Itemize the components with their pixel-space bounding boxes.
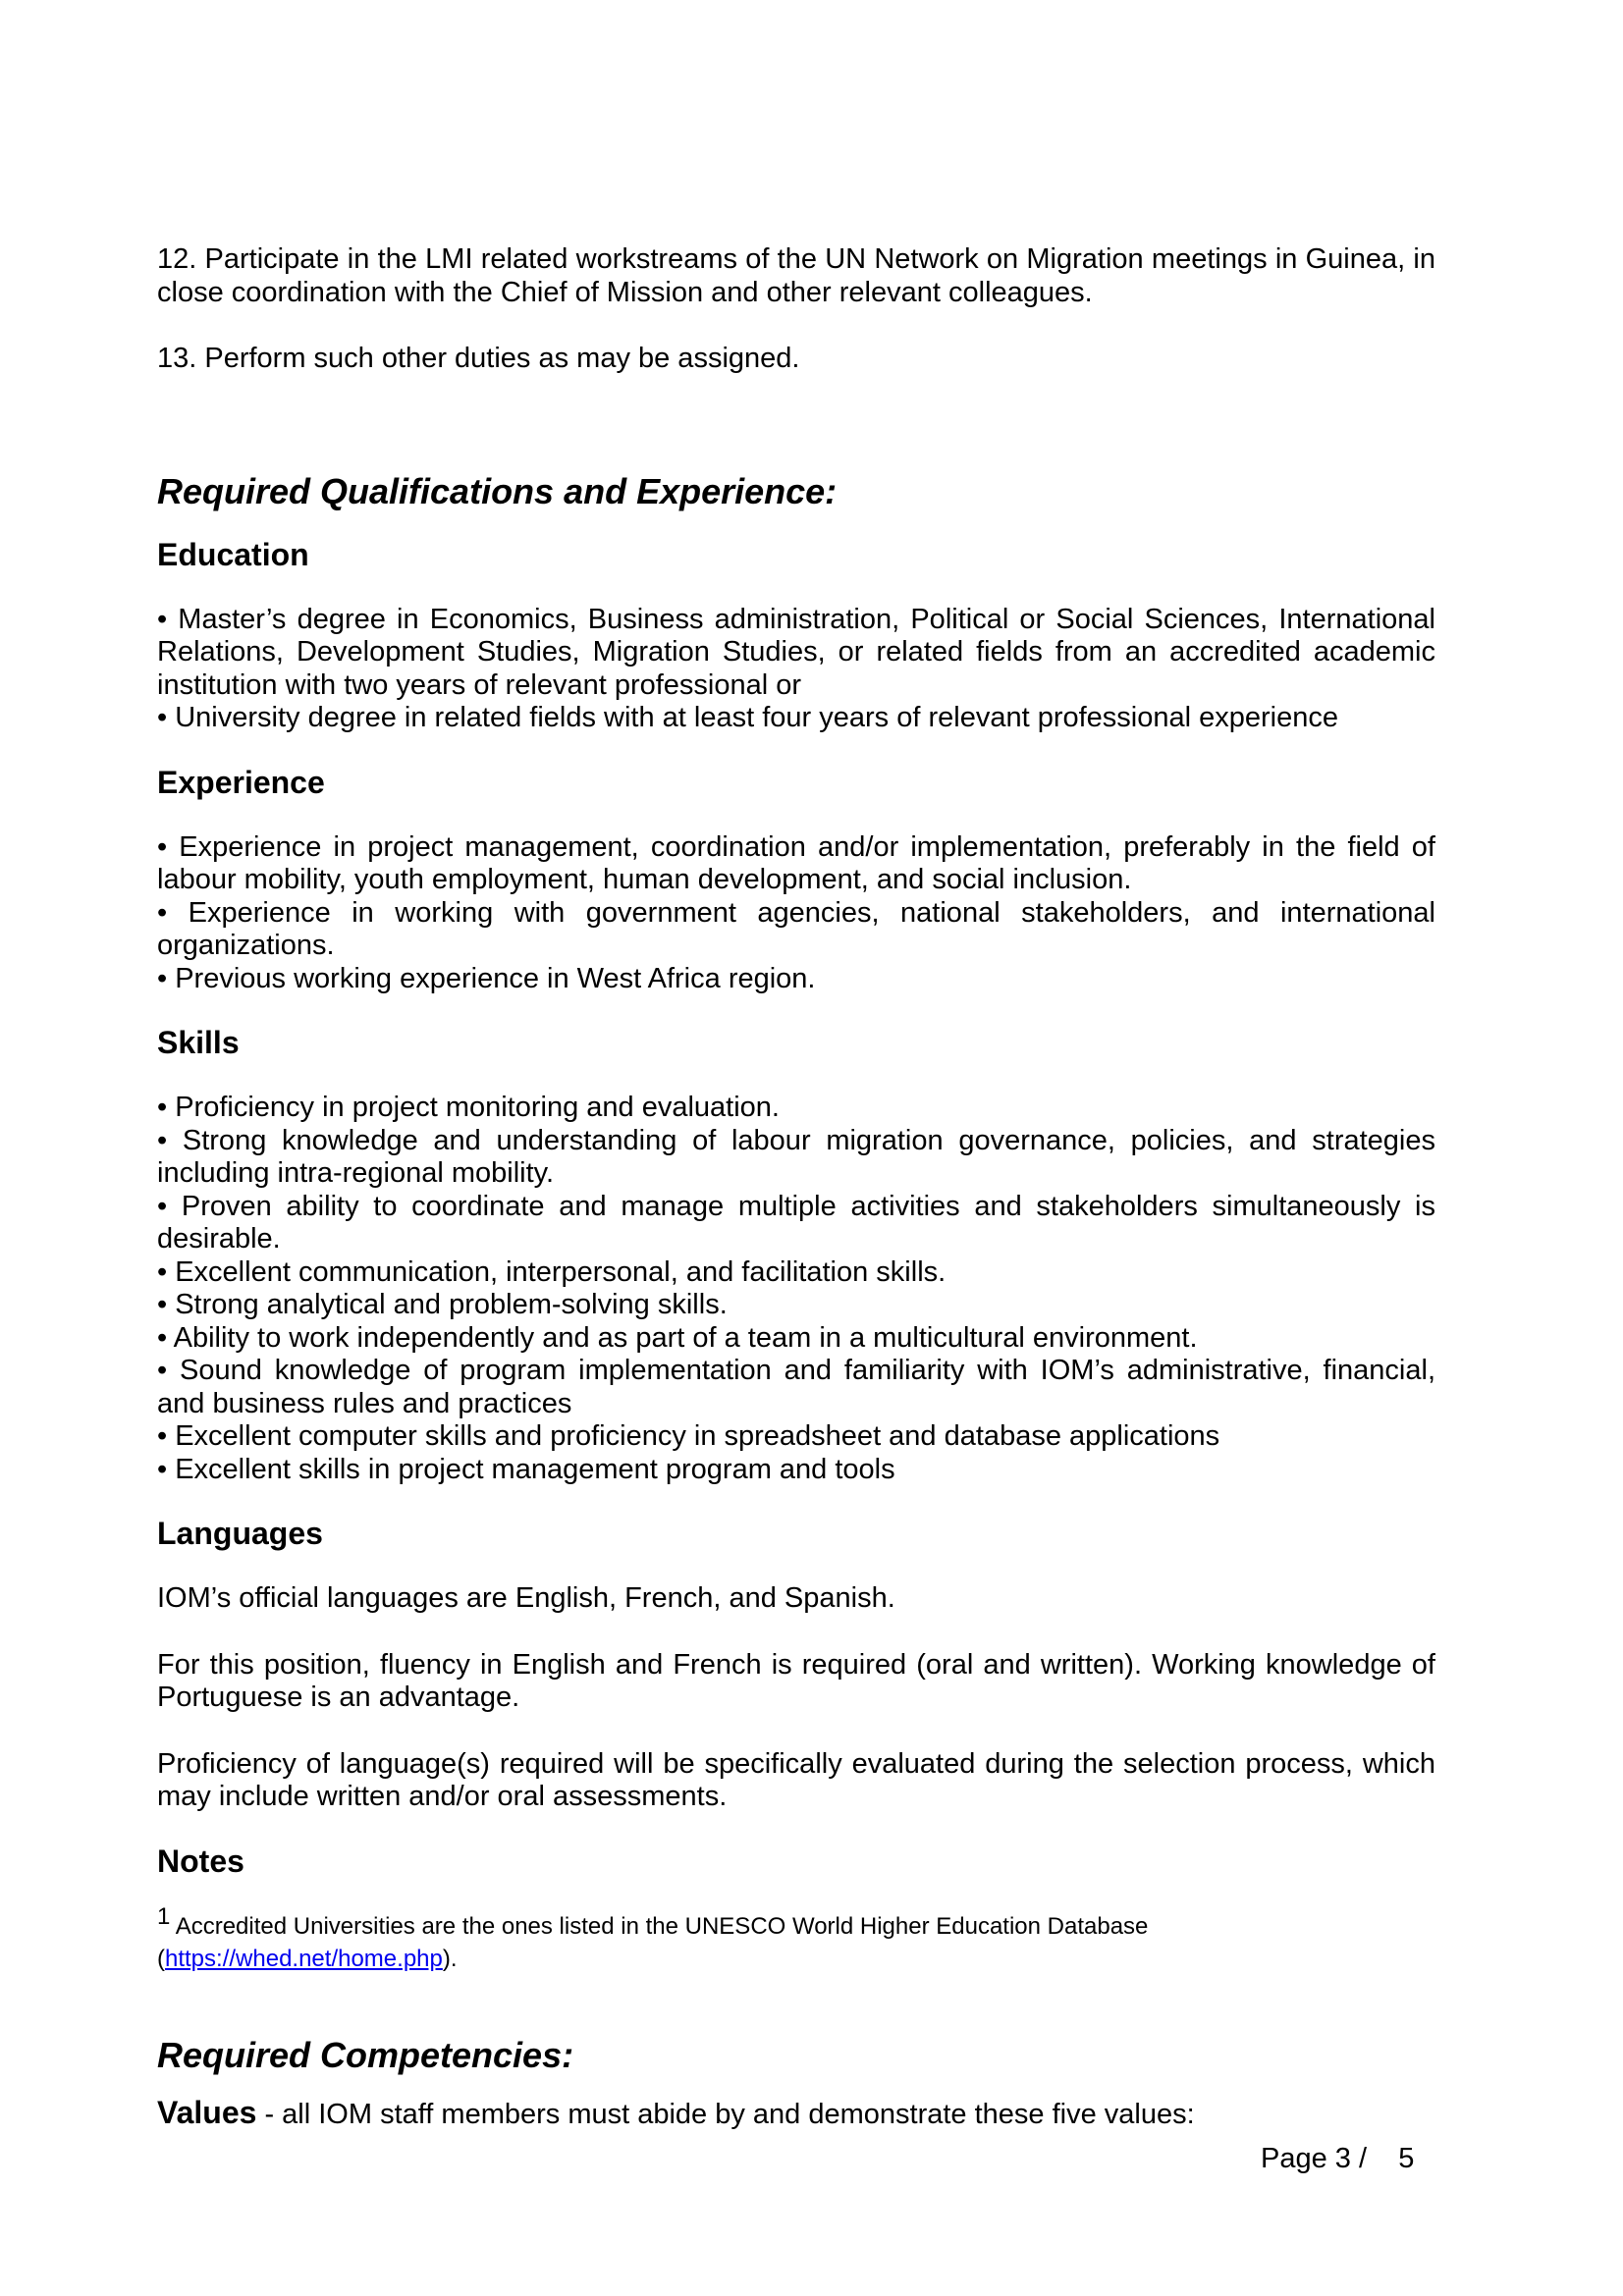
footnote-text: Accredited Universities are the ones listed in the UNESCO World Higher Education Database	[175, 1912, 1149, 1940]
skills-heading: Skills	[157, 1025, 240, 1060]
paren-close: ).	[442, 1945, 458, 1972]
education-list	[157, 604, 1435, 735]
skills-item: • Proven ability to coordinate and manage multiple activities and stakeholders simultaneously is desirable.	[157, 1190, 1435, 1255]
values-lead: Values	[157, 2094, 257, 2130]
languages-paragraph: For this position, fluency in English and French is required (oral and written). Working knowledge of Portuguese is an advantage.	[157, 1648, 1435, 1713]
skills-item: • Sound knowledge of program implementation and familiarity with IOM’s administrative, financial, and business rules and practices	[157, 1355, 1435, 1419]
footnote	[157, 1900, 1435, 1943]
languages-heading: Languages	[157, 1516, 323, 1551]
education-item: • Master’s degree in Economics, Business administration, Political or Social Sciences, International Relations, Development Studies, Migration Studies, or related fields from an accredited academic institution with two years of relevant professional or	[157, 603, 1435, 701]
paren-open: (	[157, 1945, 165, 1972]
duty-item-12: 12. Participate in the LMI related workstreams of the UN Network on Migration meetings in Guinea, in close coordination with the Chief of Mission and other relevant colleagues.	[157, 243, 1435, 308]
education-item: • University degree in related fields with at least four years of relevant professional experience	[157, 702, 1338, 733]
experience-item: • Previous working experience in West Africa region.	[157, 962, 816, 994]
skills-item: • Excellent skills in project management program and tools	[157, 1453, 895, 1485]
duty-item-13: 13. Perform such other duties as may be assigned.	[157, 343, 800, 374]
education-heading: Education	[157, 536, 309, 572]
experience-item: • Experience in project management, coordination and/or implementation, preferably in the field of labour mobility, youth employment, human development, and social inclusion.	[157, 830, 1435, 895]
footnote-mark: 1	[157, 1902, 171, 1930]
skills-list	[157, 1092, 1435, 1486]
notes-heading: Notes	[157, 1842, 244, 1879]
skills-item: • Ability to work independently and as part of a team in a multicultural environment.	[157, 1321, 1198, 1354]
values-text: - all IOM staff members must abide by and demonstrate these five values:	[256, 2098, 1195, 2130]
skills-item: • Proficiency in project monitoring and evaluation.	[157, 1092, 780, 1123]
whed-link[interactable]: https://whed.net/home.php	[165, 1945, 443, 1972]
competencies-heading: Required Competencies:	[157, 2034, 574, 2075]
values-line	[157, 2095, 1435, 2132]
skills-item: • Strong knowledge and understanding of labour migration governance, policies, and strategies including intra-regional mobility.	[157, 1124, 1435, 1189]
skills-item: • Strong analytical and problem-solving skills.	[157, 1289, 728, 1320]
page-number: Page 3 / 5	[1261, 2143, 1415, 2174]
languages-paragraph: Proficiency of language(s) required will be specifically evaluated during the selection process, which may include written and/or oral assessments.	[157, 1747, 1435, 1812]
skills-item: • Excellent communication, interpersonal, and facilitation skills.	[157, 1255, 947, 1288]
document-page	[157, 243, 1435, 2132]
footnote-link-line	[157, 1943, 1435, 1975]
skills-item: • Excellent computer skills and proficiency in spreadsheet and database applications	[157, 1420, 1220, 1452]
experience-item: • Experience in working with government agencies, national stakeholders, and international organizations.	[157, 896, 1435, 961]
experience-list	[157, 831, 1435, 996]
languages-paragraph: IOM’s official languages are English, French, and Spanish.	[157, 1582, 895, 1614]
qualifications-heading: Required Qualifications and Experience:	[157, 470, 838, 511]
experience-heading: Experience	[157, 764, 325, 800]
